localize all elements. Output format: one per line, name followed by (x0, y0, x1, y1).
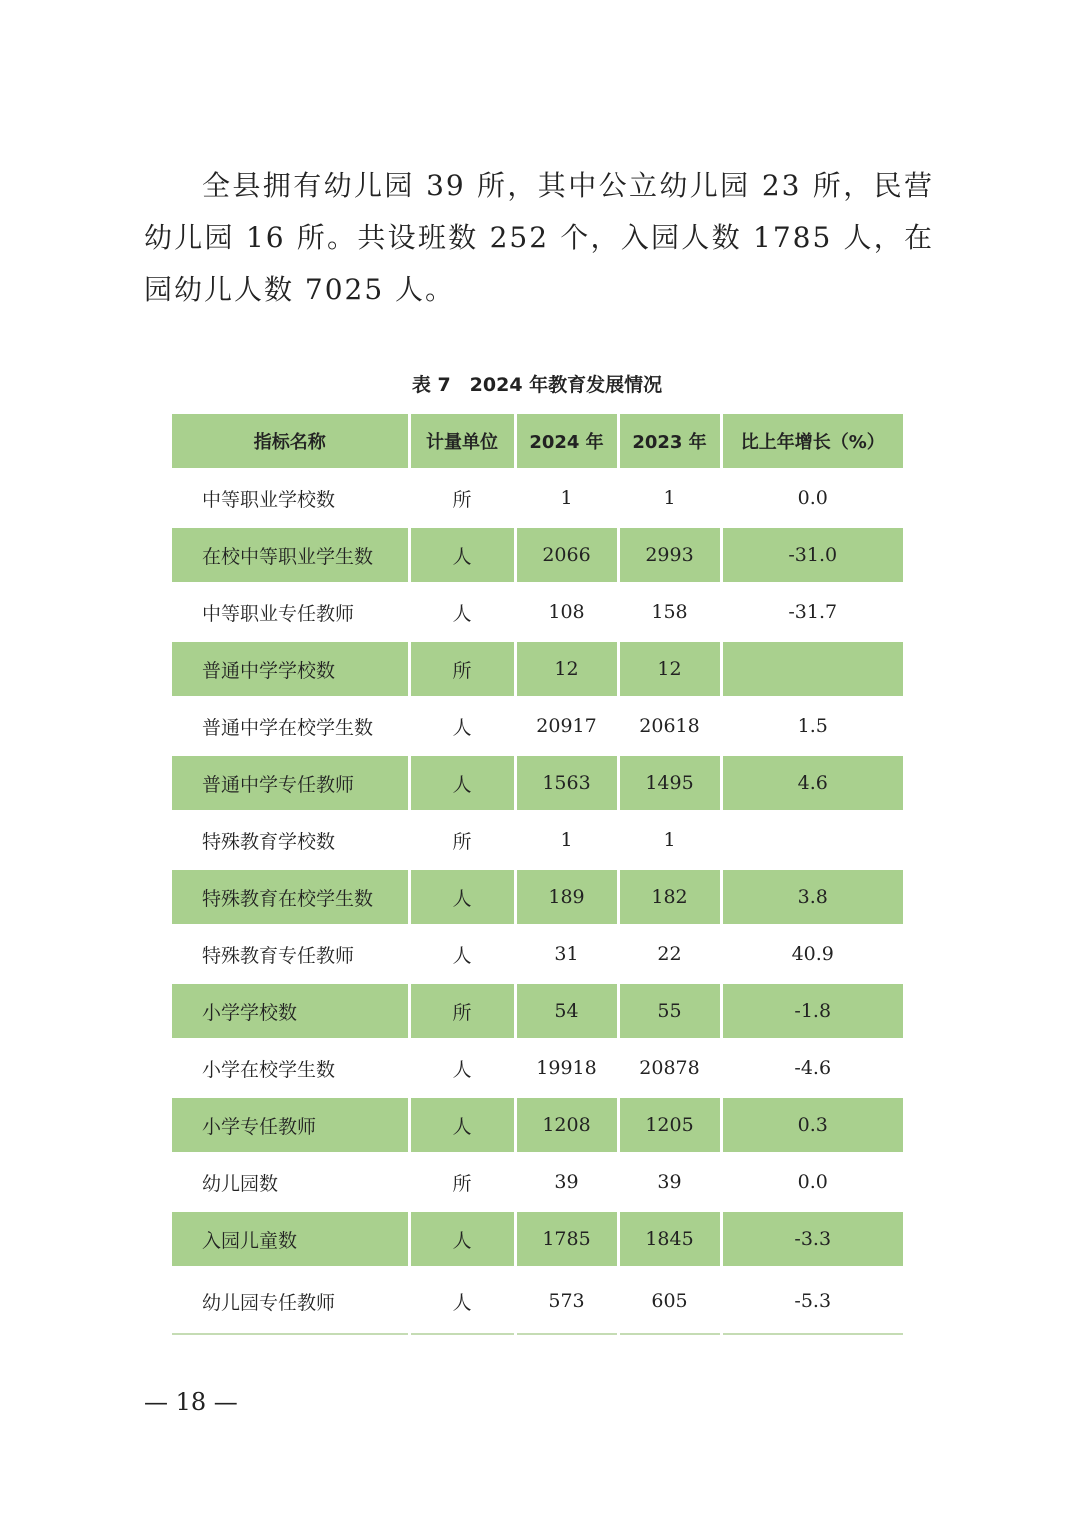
cell-growth: 0.3 (721, 1097, 903, 1154)
cell-unit: 人 (409, 926, 515, 983)
cell-2023: 1 (618, 470, 721, 527)
table-row (172, 755, 903, 812)
cell-growth: -5.3 (721, 1268, 903, 1335)
cell-unit: 所 (409, 470, 515, 527)
cell-unit: 人 (409, 1211, 515, 1268)
cell-2023: 1845 (618, 1211, 721, 1268)
cell-indicator: 小学在校学生数 (172, 1040, 409, 1097)
cell-2023: 22 (618, 926, 721, 983)
cell-unit: 人 (409, 755, 515, 812)
cell-2023: 1205 (618, 1097, 721, 1154)
cell-unit: 人 (409, 698, 515, 755)
cell-2023: 1 (618, 812, 721, 869)
cell-growth: 0.0 (721, 1154, 903, 1211)
cell-indicator: 入园儿童数 (172, 1211, 409, 1268)
cell-unit: 人 (409, 1268, 515, 1335)
cell-indicator: 小学专任教师 (172, 1097, 409, 1154)
cell-indicator: 在校中等职业学生数 (172, 527, 409, 584)
table-caption: 表 7 2024 年教育发展情况 (411, 374, 663, 396)
cell-2023: 605 (618, 1268, 721, 1335)
cell-2023: 20878 (618, 1040, 721, 1097)
table-row (172, 1097, 903, 1154)
cell-growth: -31.7 (721, 584, 903, 641)
cell-indicator: 中等职业专任教师 (172, 584, 409, 641)
cell-2023: 20618 (618, 698, 721, 755)
cell-2024: 1 (515, 470, 618, 527)
cell-growth: 1.5 (721, 698, 903, 755)
page-number: — 18 — (144, 1388, 238, 1416)
header-2024: 2024 年 (515, 414, 618, 470)
cell-indicator: 小学学校数 (172, 983, 409, 1040)
cell-indicator: 中等职业学校数 (172, 470, 409, 527)
table-row (172, 470, 903, 527)
cell-2024: 1208 (515, 1097, 618, 1154)
cell-2023: 39 (618, 1154, 721, 1211)
cell-growth (721, 641, 903, 698)
cell-growth: 0.0 (721, 470, 903, 527)
table-row (172, 812, 903, 869)
cell-unit: 人 (409, 869, 515, 926)
cell-growth: 4.6 (721, 755, 903, 812)
cell-indicator: 普通中学学校数 (172, 641, 409, 698)
cell-growth: -1.8 (721, 983, 903, 1040)
header-growth: 比上年增长（%） (721, 414, 903, 470)
cell-growth: -4.6 (721, 1040, 903, 1097)
cell-unit: 人 (409, 584, 515, 641)
education-table (172, 414, 903, 1335)
cell-unit: 人 (409, 1040, 515, 1097)
table-row (172, 1040, 903, 1097)
cell-unit: 所 (409, 641, 515, 698)
cell-indicator: 幼儿园专任教师 (172, 1268, 409, 1335)
table-row (172, 983, 903, 1040)
body-paragraph: 全县拥有幼儿园 39 所，其中公立幼儿园 23 所，民营幼儿园 16 所。共设班数 252 个，入园人数 1785 人，在园幼儿人数 7025 人。 (144, 169, 934, 306)
cell-growth: 3.8 (721, 869, 903, 926)
cell-indicator: 幼儿园数 (172, 1154, 409, 1211)
table-row (172, 698, 903, 755)
table-row (172, 926, 903, 983)
header-2023: 2023 年 (618, 414, 721, 470)
cell-indicator: 普通中学在校学生数 (172, 698, 409, 755)
cell-2023: 12 (618, 641, 721, 698)
table-row (172, 1268, 903, 1335)
header-indicator: 指标名称 (172, 414, 409, 470)
table-row (172, 1211, 903, 1268)
cell-indicator: 普通中学专任教师 (172, 755, 409, 812)
header-unit: 计量单位 (409, 414, 515, 470)
cell-unit: 人 (409, 1097, 515, 1154)
cell-2024: 573 (515, 1268, 618, 1335)
cell-2024: 54 (515, 983, 618, 1040)
cell-unit: 人 (409, 527, 515, 584)
cell-growth: -31.0 (721, 527, 903, 584)
cell-2023: 158 (618, 584, 721, 641)
table-row (172, 584, 903, 641)
table-row (172, 1154, 903, 1211)
cell-unit: 所 (409, 1154, 515, 1211)
cell-2023: 55 (618, 983, 721, 1040)
cell-2024: 2066 (515, 527, 618, 584)
table-row (172, 527, 903, 584)
cell-2024: 20917 (515, 698, 618, 755)
cell-2023: 1495 (618, 755, 721, 812)
table-row (172, 869, 903, 926)
cell-indicator: 特殊教育专任教师 (172, 926, 409, 983)
cell-indicator: 特殊教育学校数 (172, 812, 409, 869)
cell-growth: -3.3 (721, 1211, 903, 1268)
cell-growth: 40.9 (721, 926, 903, 983)
table-header-row (172, 414, 903, 470)
cell-unit: 所 (409, 983, 515, 1040)
cell-indicator: 特殊教育在校学生数 (172, 869, 409, 926)
cell-2023: 2993 (618, 527, 721, 584)
table-row (172, 641, 903, 698)
cell-2024: 39 (515, 1154, 618, 1211)
cell-2024: 19918 (515, 1040, 618, 1097)
cell-2024: 31 (515, 926, 618, 983)
cell-2024: 1 (515, 812, 618, 869)
cell-2024: 1785 (515, 1211, 618, 1268)
cell-2024: 1563 (515, 755, 618, 812)
cell-growth (721, 812, 903, 869)
cell-2024: 189 (515, 869, 618, 926)
cell-2024: 12 (515, 641, 618, 698)
cell-2023: 182 (618, 869, 721, 926)
cell-unit: 所 (409, 812, 515, 869)
cell-2024: 108 (515, 584, 618, 641)
